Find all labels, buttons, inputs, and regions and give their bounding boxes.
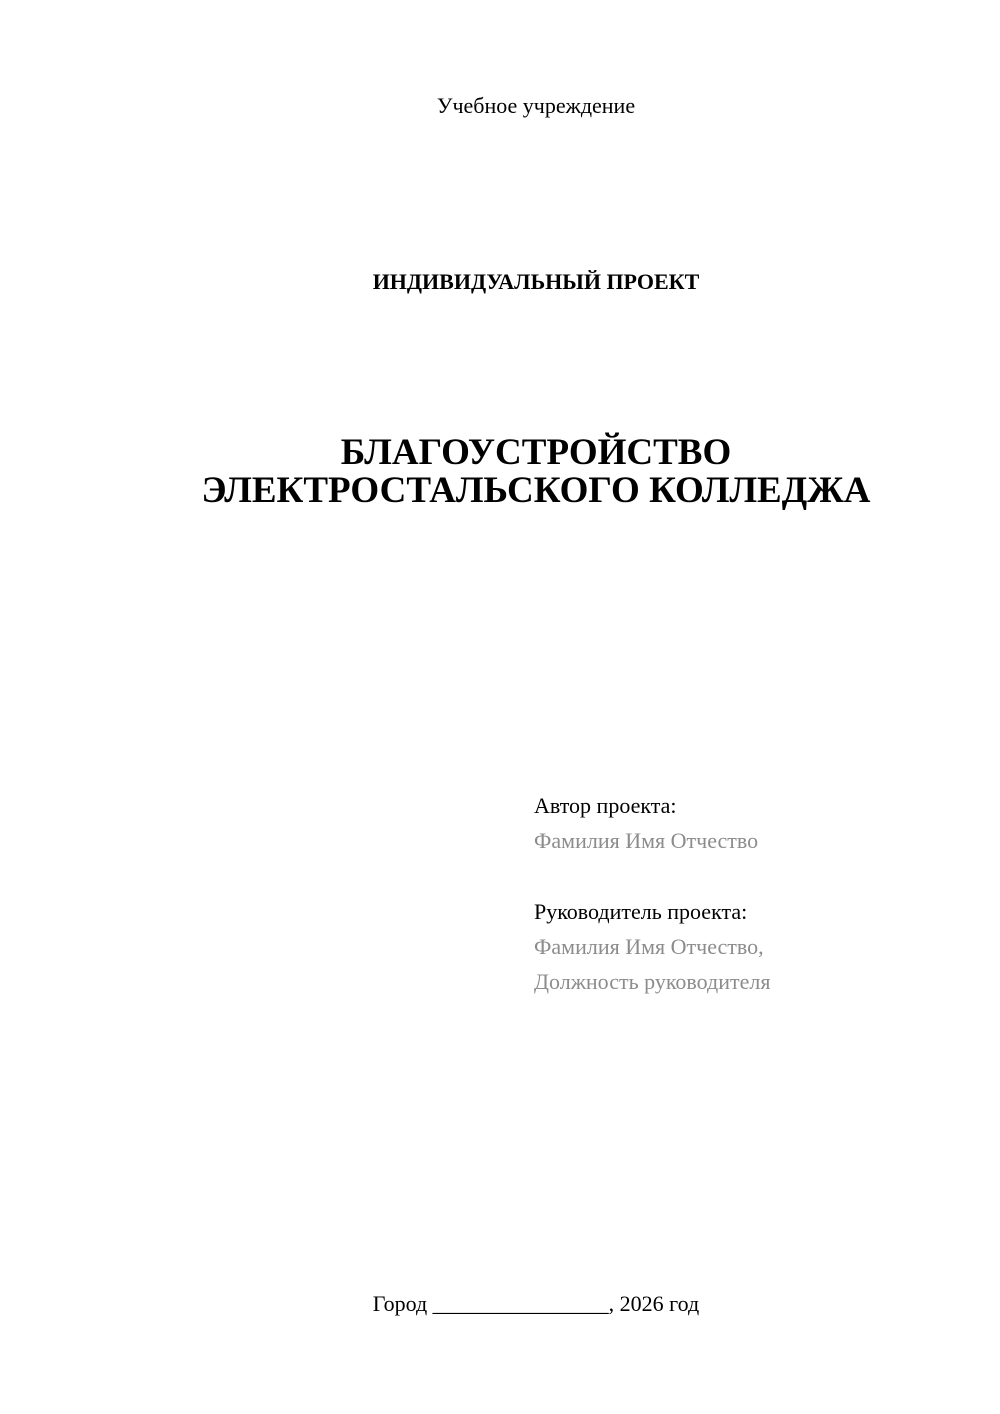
supervisor-name-placeholder: Фамилия Имя Отчество, [534,934,764,959]
document-type: ИНДИВИДУАЛЬНЫЙ ПРОЕКТ [372,269,700,294]
project-title-line-2: ЭЛЕКТРОСТАЛЬСКОГО КОЛЛЕДЖА [201,470,871,511]
city-year-line: Город ________________, 2026 год [372,1291,700,1316]
institution-name: Учебное учреждение [436,93,636,118]
author-label: Автор проекта: [534,793,677,818]
author-name-placeholder: Фамилия Имя Отчество [534,828,759,853]
supervisor-position-placeholder: Должность руководителя [534,969,771,994]
project-title-line-1: БЛАГОУСТРОЙСТВО [340,432,732,473]
project-info-block [534,788,770,999]
info-spacer [534,858,770,894]
supervisor-label: Руководитель проекта: [534,899,748,924]
project-title [0,434,1000,510]
